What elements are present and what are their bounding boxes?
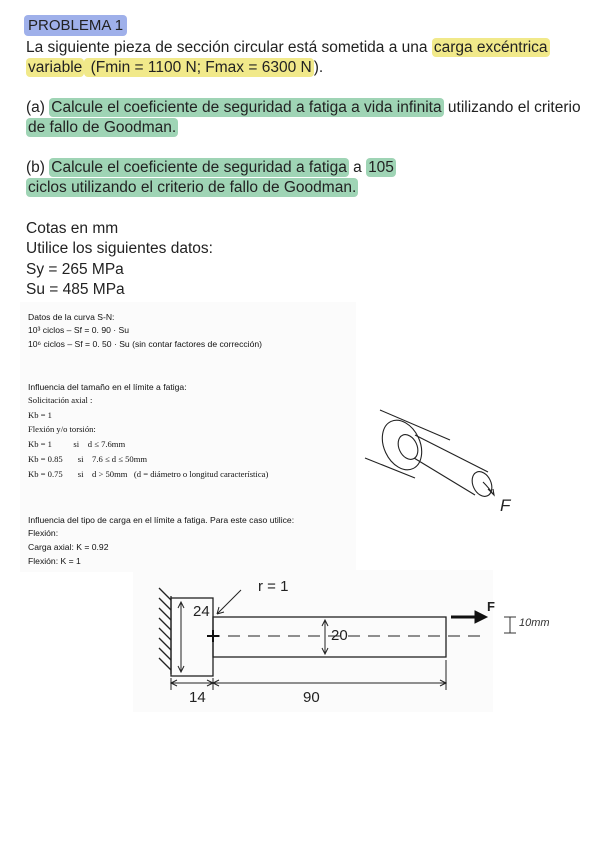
sketch-force-label: F xyxy=(500,496,511,515)
force-label: F xyxy=(487,599,495,614)
intro-line-2 xyxy=(26,58,323,78)
part-b-highlight: Calcule el coeficiente de seguridad a fatiga xyxy=(51,159,347,176)
part-b-highlight-2: ciclos utilizando el criterio de fallo de Goodman. xyxy=(28,179,357,196)
part-b-prefix: (b) xyxy=(26,159,45,176)
su-value: Su = 485 MPa xyxy=(26,281,125,298)
size-axial: Solicitación axial : xyxy=(28,395,93,405)
dim-large-diameter: 24 xyxy=(193,603,210,620)
size-flexion: Flexión y/o torsión: xyxy=(28,424,96,434)
intro-highlight-load: carga excéntrica xyxy=(433,39,548,56)
load-bending: Flexión: K = 1 xyxy=(28,556,81,566)
size-axial-k: Kb = 1 xyxy=(28,410,52,420)
sn-header: Datos de la curva S-N: xyxy=(28,312,115,322)
size-row-1: Kb = 1 si d ≤ 7.6mm xyxy=(28,439,126,449)
intro-line-1 xyxy=(26,38,550,58)
intro-text: La siguiente pieza de sección circular está sometida a una xyxy=(26,39,432,56)
intro-end: ). xyxy=(313,59,324,76)
size-header: Influencia del tamaño en el límite a fatiga: xyxy=(28,382,187,392)
intro-highlight-forces: (Fmin = 1100 N; Fmax = 6300 N xyxy=(86,59,312,76)
load-flexion: Flexión: xyxy=(28,528,59,538)
sn-line-1: 10³ ciclos – Sf = 0. 90 · Su xyxy=(28,325,130,335)
part-b-mid: a xyxy=(348,159,367,176)
shaft-sketch xyxy=(360,400,540,525)
part-a-highlight: Calcule el coeficiente de seguridad a fatiga a vida infinita xyxy=(51,99,442,116)
dim-length-2: 90 xyxy=(303,689,320,706)
dim-length-1: 14 xyxy=(189,689,206,706)
part-a-line-1 xyxy=(26,98,581,118)
dim-small-diameter: 20 xyxy=(331,627,348,644)
size-row-3: Kb = 0.75 si d > 50mm (d = diámetro o longitud característica) xyxy=(28,469,269,479)
units-note: Cotas en mm xyxy=(26,220,119,237)
load-header: Influencia del tipo de carga en el límite a fatiga. Para este caso utilice: xyxy=(28,515,295,525)
part-a-highlight-2: de fallo de Goodman. xyxy=(28,119,177,136)
sy-value: Sy = 265 MPa xyxy=(26,261,124,278)
part-b-cycles: 105 xyxy=(368,159,394,176)
part-a-line-2 xyxy=(26,118,178,138)
problem-title: PROBLEMA 1 xyxy=(24,15,127,36)
offset-note: 10mm xyxy=(519,617,550,629)
sn-line-2: 10⁶ ciclos – Sf = 0. 50 · Su (sin contar factores de corrección) xyxy=(28,339,263,349)
radius-label: r = 1 xyxy=(258,578,289,595)
part-b-line-1 xyxy=(26,158,396,178)
use-data-label: Utilice los siguientes datos: xyxy=(26,240,213,257)
size-row-2: Kb = 0.85 si 7.6 ≤ d ≤ 50mm xyxy=(28,454,148,464)
part-a-rest: utilizando el criterio xyxy=(443,99,581,116)
intro-highlight-variable: variable xyxy=(28,59,83,76)
load-axial: Carga axial: K = 0.92 xyxy=(28,542,109,552)
part-a-prefix: (a) xyxy=(26,99,45,116)
part-b-line-2 xyxy=(26,178,358,198)
